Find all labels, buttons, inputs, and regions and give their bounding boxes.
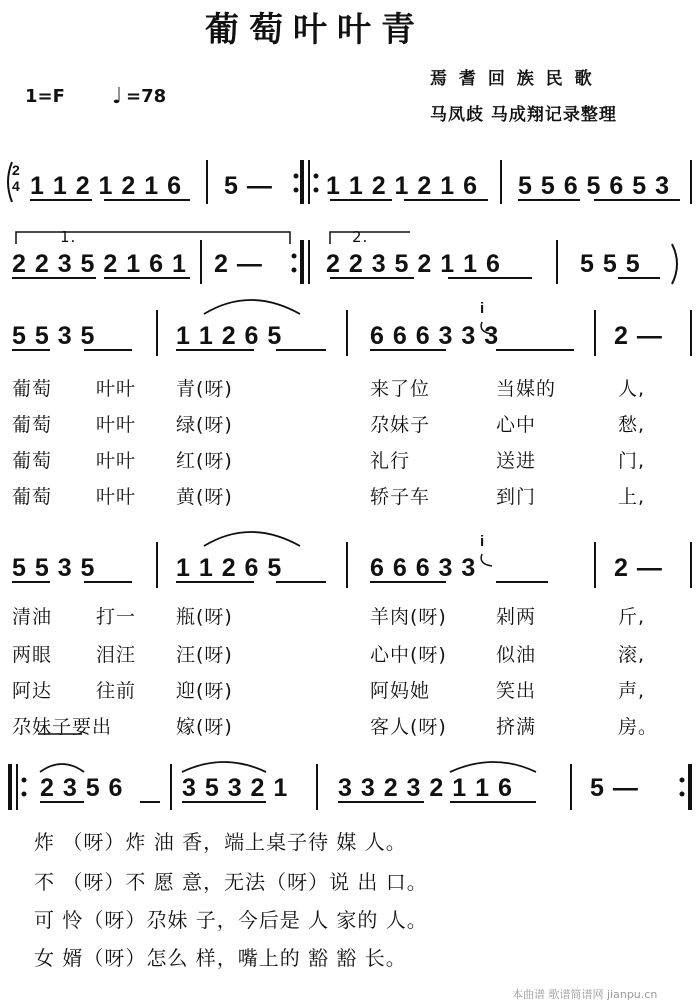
intro-measure-6: 2 — <box>214 250 263 278</box>
time-signature-bottom: 4 <box>12 178 21 194</box>
repeat-dot <box>680 778 685 783</box>
s1-v4-f: 上, <box>618 486 646 508</box>
s2-v4-c: 嫁(呀) <box>176 716 233 738</box>
section1-measure-3: 6 6 6 3 3 3 <box>370 322 500 350</box>
second-ending-label: 2. <box>352 228 369 246</box>
section1-measure-4: 2 — <box>614 322 663 350</box>
repeat-dot <box>314 188 319 193</box>
intro-measure-5: 2 2 3 5 2 1 6 1 <box>12 250 187 278</box>
s2-v3-f: 声, <box>618 680 646 702</box>
s1-v4-b: 叶叶 <box>96 486 137 508</box>
slur <box>182 762 266 772</box>
collectors-credit: 马凤歧 马成翔记录整理 <box>430 105 617 125</box>
section1-measure-1: 5 5 3 5 <box>12 322 96 350</box>
repeat-dot <box>22 792 27 797</box>
intro-open-bracket <box>8 162 12 202</box>
repeat-dot <box>292 268 297 273</box>
intro-measure-8: 5 5 5 <box>580 250 641 278</box>
section3-measure-2: 3 5 3 2 1 <box>182 774 289 802</box>
s1-v1-e: 当媒的 <box>496 378 557 400</box>
s1-v4-a: 葡萄 <box>12 486 53 508</box>
s3-verse-3: 可 怜（呀）尕妹 子，今后是 人 家的 人。 <box>34 908 428 932</box>
s1-v2-d: 尕妹子 <box>370 414 431 436</box>
slur <box>204 300 300 314</box>
repeat-dot <box>294 174 299 179</box>
intro-measure-2: 5 — <box>224 172 273 200</box>
s1-v4-c: 黄(呀) <box>176 486 233 508</box>
repeat-dot <box>294 188 299 193</box>
s2-v2-f: 滚, <box>618 644 646 666</box>
s1-v3-c: 红(呀) <box>176 450 233 472</box>
s1-v2-a: 葡萄 <box>12 414 53 436</box>
s2-v1-d: 羊肉(呀) <box>370 606 447 628</box>
section1-grace-note: i <box>480 300 486 317</box>
s1-v3-b: 叶叶 <box>96 450 137 472</box>
intro-close-bracket <box>672 244 677 284</box>
first-ending-label: 1. <box>60 228 77 246</box>
watermark: 本曲谱 歌谱简谱网 jianpu.cn <box>512 988 658 1001</box>
s3-verse-4: 女 婿（呀）怎么 样，嘴上的 豁 豁 长。 <box>34 946 407 970</box>
s1-v4-e: 到门 <box>496 486 537 508</box>
s1-v2-b: 叶叶 <box>96 414 137 436</box>
intro-measure-4: 5 5 6 5 6 5 3 <box>518 172 671 200</box>
tempo-note-icon: ♩ <box>112 84 123 109</box>
section2-measure-1: 5 5 3 5 <box>12 554 96 582</box>
s1-v2-e: 心中 <box>496 414 537 436</box>
s2-v3-d: 阿妈她 <box>370 680 431 702</box>
s2-v2-e: 似油 <box>496 644 537 666</box>
s1-v1-f: 人, <box>618 378 646 400</box>
s2-v1-b: 打一 <box>96 606 137 628</box>
s2-v1-f: 斤, <box>618 606 646 628</box>
intro-measure-7: 2 2 3 5 2 1 1 6 <box>326 250 501 278</box>
song-title: 葡萄叶叶青 <box>205 10 425 50</box>
s1-v1-b: 叶叶 <box>96 378 137 400</box>
grace-slur <box>481 554 492 566</box>
s2-v3-b: 往前 <box>96 680 137 702</box>
s1-v3-f: 门, <box>618 450 646 472</box>
repeat-dot <box>314 174 319 179</box>
s1-v3-d: 礼行 <box>370 450 411 472</box>
s2-v4-a: 尕妹子要出 <box>12 716 113 738</box>
section3-measure-1: 2 3 5 6 <box>40 774 124 802</box>
genre-credit: 焉 耆 回 族 民 歌 <box>430 69 595 89</box>
s1-v2-c: 绿(呀) <box>176 414 233 436</box>
s1-v1-d: 来了位 <box>370 378 431 400</box>
slur <box>450 762 536 772</box>
s2-v3-e: 笑出 <box>496 680 537 702</box>
s1-v2-f: 愁, <box>618 414 646 436</box>
grace-slur <box>481 322 492 334</box>
s2-v1-c: 瓶(呀) <box>176 606 233 628</box>
section1-measure-2: 1 1 2 6 5 <box>176 322 283 350</box>
s2-v4-f: 房。 <box>618 716 659 738</box>
intro-measure-1: 1 1 2 1 2 1 6 <box>30 172 183 200</box>
s3-verse-1: 炸 （呀）炸 油 香，端上桌子待 媒 人。 <box>34 830 407 854</box>
repeat-dot <box>22 778 27 783</box>
section2-measure-2: 1 1 2 6 5 <box>176 554 283 582</box>
section2-measure-3: 6 6 6 3 3 <box>370 554 477 582</box>
s2-v2-d: 心中(呀) <box>370 644 447 666</box>
s1-v3-e: 送进 <box>496 450 537 472</box>
s1-v1-a: 葡萄 <box>12 378 53 400</box>
s2-v4-e: 挤满 <box>496 716 537 738</box>
key-signature: 1=F <box>25 86 65 107</box>
s2-v1-e: 剁两 <box>496 606 537 628</box>
second-ending-bracket <box>330 232 410 244</box>
s2-v1-a: 清油 <box>12 606 53 628</box>
s1-v3-a: 葡萄 <box>12 450 53 472</box>
section2-measure-4: 2 — <box>614 554 663 582</box>
repeat-dot <box>680 792 685 797</box>
section2-grace-note: i <box>480 533 486 550</box>
slur <box>40 764 84 772</box>
section3-measure-4: 5 — <box>590 774 639 802</box>
s2-v3-a: 阿达 <box>12 680 53 702</box>
first-ending-bracket <box>16 232 290 244</box>
s2-v2-b: 泪汪 <box>96 644 137 666</box>
s1-v4-d: 轿子车 <box>370 486 431 508</box>
slur <box>204 532 300 546</box>
s2-v2-c: 汪(呀) <box>176 644 233 666</box>
intro-measure-3: 1 1 2 1 2 1 6 <box>326 172 479 200</box>
repeat-dot <box>292 254 297 259</box>
s2-v4-d: 客人(呀) <box>370 716 447 738</box>
time-signature-top: 2 <box>12 162 21 178</box>
s2-v2-a: 两眼 <box>12 644 53 666</box>
s3-verse-2: 不 （呀）不 愿 意，无法（呀）说 出 口。 <box>34 870 428 894</box>
s1-v1-c: 青(呀) <box>176 378 233 400</box>
section3-measure-3: 3 3 2 3 2 1 1 6 <box>338 774 513 802</box>
tempo-value: =78 <box>126 86 167 107</box>
s2-v3-c: 迎(呀) <box>176 680 233 702</box>
